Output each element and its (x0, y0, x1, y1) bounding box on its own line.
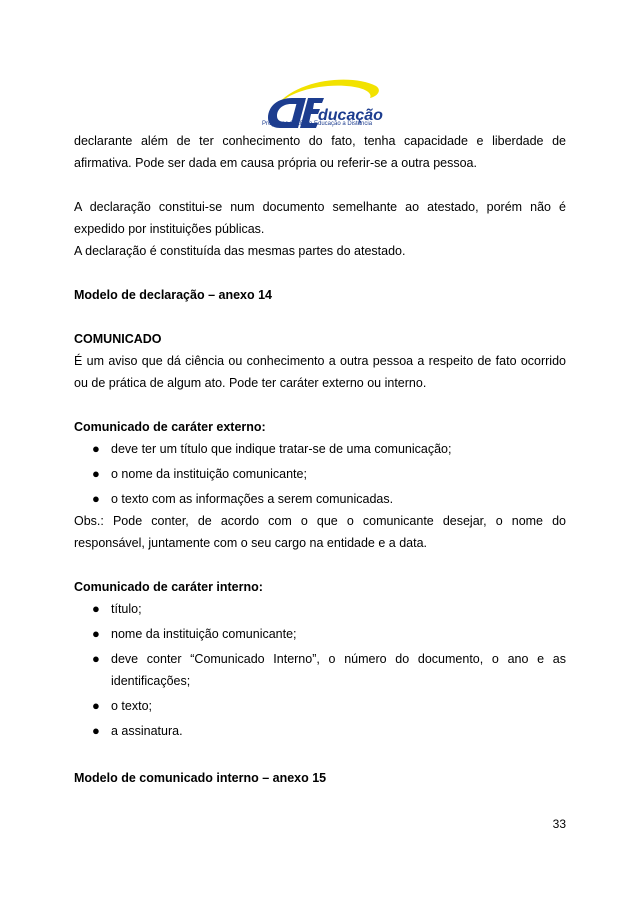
bullet-icon: ● (92, 441, 100, 456)
section-heading: COMUNICADO (74, 332, 162, 346)
section-heading: Modelo de declaração – anexo 14 (74, 288, 272, 302)
section-heading: Comunicado de caráter interno: (74, 580, 263, 594)
list-item: ● nome da instituição comunicante; (74, 623, 566, 645)
paragraph-line: afirmativa. Pode ser dada em causa própria ou referir-se a outra pessoa. (74, 156, 477, 170)
list-item: ● a assinatura. (74, 720, 566, 742)
svg-text:ducação: ducação (318, 107, 383, 124)
document-body (74, 130, 566, 789)
paragraph-line: É um aviso que dá ciência ou conhecimento a outra pessoa a respeito de fato ocorrido (74, 354, 566, 368)
paragraph-line: A declaração constitui-se num documento semelhante ao atestado, porém não é (74, 200, 566, 214)
bullet-icon: ● (92, 723, 100, 738)
bullet-icon: ● (92, 601, 100, 616)
list-item: ● deve conter “Comunicado Interno”, o número do documento, o ano e as identificações; (74, 648, 566, 692)
bullet-icon: ● (92, 491, 100, 506)
bullet-icon: ● (92, 466, 100, 481)
paragraph-line: responsável, juntamente com o seu cargo na entidade e a data. (74, 536, 428, 550)
list-item: ● o texto com as informações a serem comunicadas. (74, 488, 566, 510)
paragraph-line: Obs.: Pode conter, de acordo com o que o comunicante desejar, o nome do (74, 514, 566, 528)
section-heading: Comunicado de caráter externo: (74, 420, 266, 434)
list-item: ● título; (74, 598, 566, 620)
list-item: ● o texto; (74, 695, 566, 717)
list-item: ● deve ter um título que indique tratar-se de uma comunicação; (74, 438, 566, 460)
bullet-icon: ● (92, 626, 100, 641)
section-heading: Modelo de comunicado interno – anexo 15 (74, 771, 327, 785)
bullet-icon: ● (92, 651, 100, 666)
page-number: 33 (552, 817, 566, 831)
interno-list (74, 598, 566, 742)
paragraph-line: declarante além de ter conhecimento do fato, tenha capacidade e liberdade de (74, 134, 566, 148)
paragraph-line: A declaração é constituída das mesmas partes do atestado. (74, 244, 406, 258)
paragraph-line: ou de prática de algum ato. Pode ter caráter externo ou interno. (74, 376, 427, 390)
bullet-icon: ● (92, 698, 100, 713)
paragraph-line: expedido por instituições públicas. (74, 222, 265, 236)
list-item: ● o nome da instituição comunicante; (74, 463, 566, 485)
logo-caption: Programa CIEE de Educação a Distância (261, 121, 373, 127)
externo-list (74, 438, 566, 510)
